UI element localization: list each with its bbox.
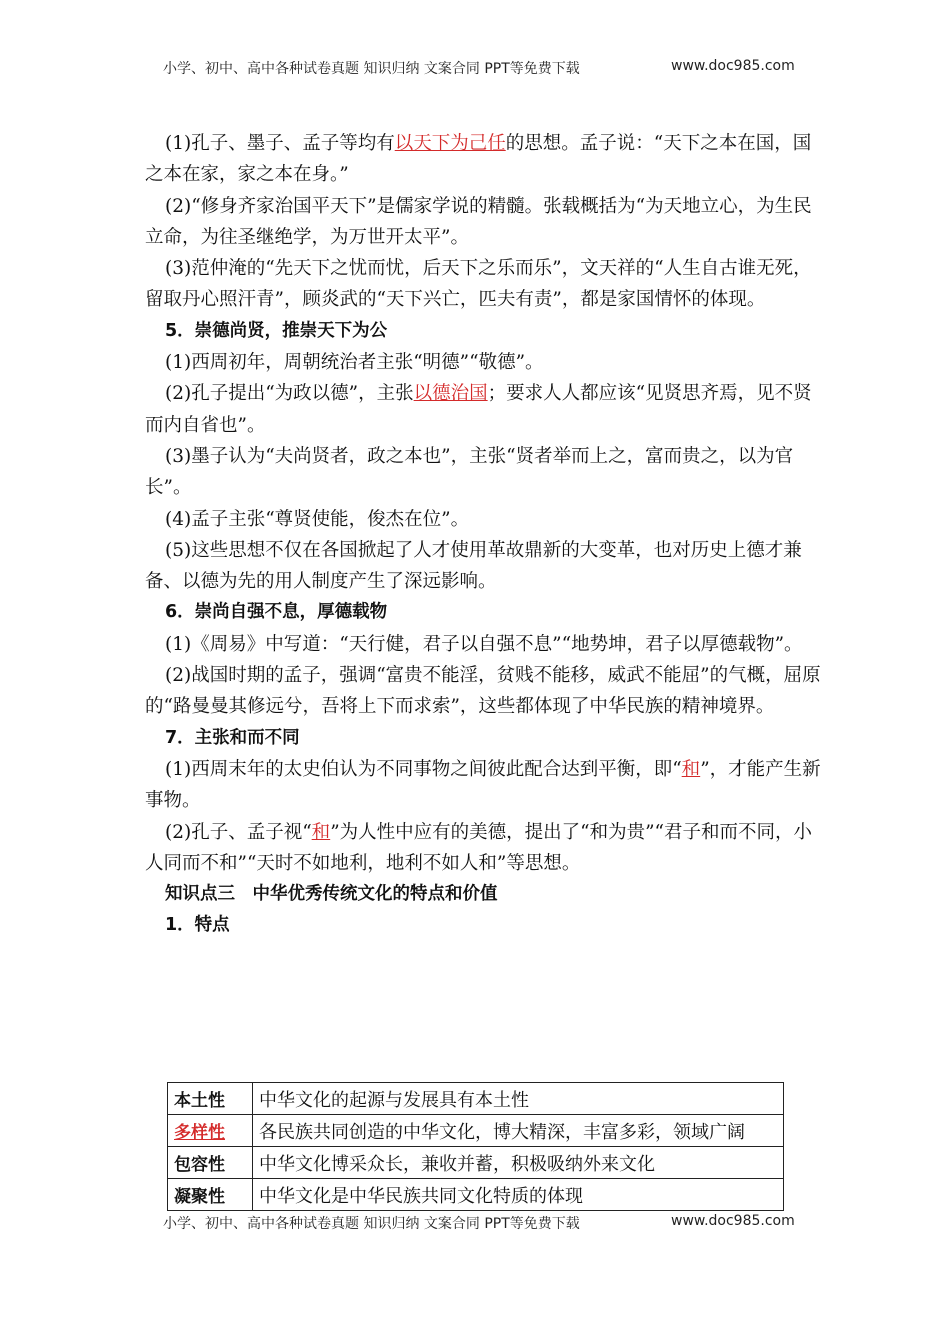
s7-paragraph-2 [145,817,825,880]
table-value: 各民族共同创造的中华文化，博大精深，丰富多彩，领域广阔 [253,1115,784,1147]
p1-text-a: (1)孔子、墨子、孟子等均有 [165,133,395,154]
page-footer [163,1213,850,1233]
s7p1-text-b: ”，才能产生新事物。 [145,758,821,812]
s6-paragraph-1: (1)《周易》中写道：“天行健，君子以自强不息”“地势坤，君子以厚德载物”。 [165,633,803,655]
s5p2-text-b: ；要求人人都应该“见贤思齐焉，见不贤而内自省也”。 [145,383,812,436]
paragraph-1 [145,128,825,191]
table-key: 多样性 [168,1115,253,1147]
header-text: 小学、初中、高中各种试卷真题 知识归纳 文案合同 PPT等免费下载 [163,61,580,77]
s5-paragraph-1: (1)西周初年，周朝统治者主张“明德”“敬德”。 [165,352,544,374]
s7-paragraph-1 [145,754,825,817]
s5-paragraph-2 [145,378,825,441]
table-key: 本土性 [168,1083,253,1115]
k3-subheading-1: 1．特点 [165,915,230,936]
s5-paragraph-5: (5)这些思想不仅在各国掀起了人才使用革故鼎新的大变革，也对历史上德才兼备、以德为先的用人制度产生了深远影响。 [145,539,802,593]
s7p2-highlight: 和 [311,821,331,843]
s5-paragraph-4: (4)孟子主张“尊贤使能，俊杰在位”。 [165,508,470,530]
s7p1-text-a: (1)西周末年的太史伯认为不同事物之间彼此配合达到平衡，即“ [165,758,682,780]
features-table [167,1082,784,1211]
section-7-heading: 7．主张和而不同 [165,727,300,748]
table-key: 包容性 [168,1147,253,1179]
p1-text-b: 的思想。孟子说：“天下之本在国，国之本在家，家之本在身。” [145,133,812,186]
paragraph-3: (3)范仲淹的“先天下之忧而忧，后天下之乐而乐”，文天祥的“人生自古谁无死，留取丹心照汗青”，顾炎武的“天下兴亡，匹夫有责”，都是家国情怀的体现。 [145,258,812,311]
paragraph-2: (2)“修身齐家治国平天下”是儒家学说的精髓。张载概括为“为天地立心，为生民立命，为往圣继绝学，为万世开太平”。 [145,195,812,248]
s5p2-text-a: (2)孔子提出“为政以德”，主张 [165,383,414,405]
knowledge-point-3-heading: 知识点三 中华优秀传统文化的特点和价值 [165,884,498,905]
s6-paragraph-2: (2)战国时期的孟子，强调“富贵不能淫，贫贱不能移，威武不能屈”的气概，屈原的“路曼曼其修远兮，吾将上下而求索”，这些都体现了中华民族的精神境界。 [145,665,821,718]
table-value: 中华文化博采众长，兼收并蓄，积极吸纳外来文化 [253,1147,784,1179]
table-value: 中华文化的起源与发展具有本土性 [253,1083,784,1115]
s7p1-highlight: 和 [681,758,701,780]
p1-highlight: 以天下为己任 [394,133,506,154]
footer-site[interactable]: www.doc985.com [671,1213,795,1229]
table-row [168,1147,784,1179]
footer-text: 小学、初中、高中各种试卷真题 知识归纳 文案合同 PPT等免费下载 [163,1216,580,1232]
s5-paragraph-3: (3)墨子认为“夫尚贤者，政之本也”，主张“贤者举而上之，富而贵之，以为官长”。 [145,445,794,499]
table-value: 中华文化是中华民族共同文化特质的体现 [253,1179,784,1211]
page-header [163,58,850,78]
s7p2-text-a: (2)孔子、孟子视“ [165,821,312,843]
header-site[interactable]: www.doc985.com [671,58,795,74]
document-body [145,128,825,942]
s5p2-highlight: 以德治国 [413,383,488,405]
table-row [168,1115,784,1147]
table-key: 凝聚性 [168,1179,253,1211]
section-5-heading: 5．崇德尚贤，推崇天下为公 [165,320,388,341]
section-6-heading: 6．崇尚自强不息，厚德载物 [165,602,388,623]
table-row [168,1179,784,1211]
table-row [168,1083,784,1115]
s7p2-text-b: ”为人性中应有的美德，提出了“和为贵”“君子和而不同，小人同而不和”“天时不如地利，地利不如人和”等思想。 [145,821,813,874]
